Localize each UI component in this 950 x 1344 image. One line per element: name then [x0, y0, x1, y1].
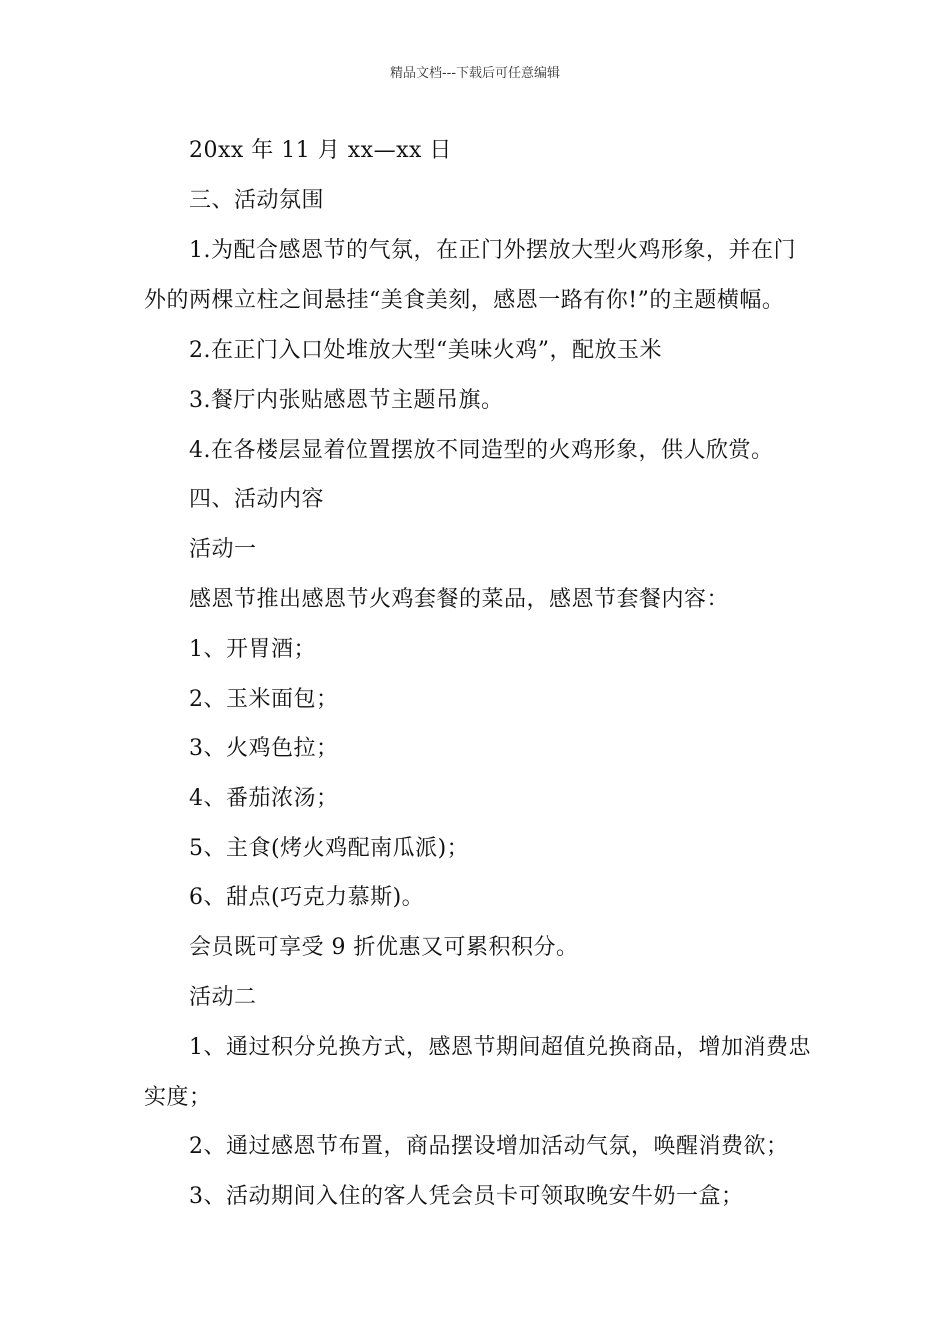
list-item: 5、主食(烤火鸡配南瓜派)； — [189, 836, 470, 861]
paragraph-line: 3.餐厅内张贴感恩节主题吊旗。 — [189, 388, 504, 413]
paragraph-line: 感恩节推出感恩节火鸡套餐的菜品，感恩节套餐内容： — [189, 587, 730, 612]
page-header: 精品文档---下载后可任意编辑 — [389, 66, 561, 81]
section-heading-content: 四、活动内容 — [189, 487, 325, 512]
date-line: 20xx 年 11 月 xx—xx 日 — [189, 138, 452, 163]
activity-heading: 活动一 — [189, 537, 257, 562]
list-item-continuation: 实度； — [144, 1085, 212, 1110]
list-item: 2、玉米面包； — [189, 687, 339, 712]
list-item: 2、通过感恩节布置，商品摆设增加活动气氛，唤醒消费欲； — [189, 1134, 789, 1159]
paragraph-line: 4.在各楼层显着位置摆放不同造型的火鸡形象，供人欣赏。 — [189, 438, 774, 463]
list-item: 1、开胃酒； — [189, 637, 316, 662]
list-item: 6、甜点(巧克力慕斯)。 — [189, 885, 425, 910]
paragraph-line: 1.为配合感恩节的气氛，在正门外摆放大型火鸡形象，并在门 — [189, 238, 796, 263]
paragraph-line: 2.在正门入口处堆放大型“美味火鸡”，配放玉米 — [189, 338, 662, 363]
activity-heading: 活动二 — [189, 985, 257, 1010]
paragraph-line: 外的两棵立柱之间悬挂“美食美刻，感恩一路有你!”的主题横幅。 — [144, 288, 785, 313]
paragraph-line: 会员既可享受 9 折优惠又可累积积分。 — [189, 935, 579, 960]
section-heading-atmosphere: 三、活动氛围 — [189, 188, 325, 213]
list-item: 4、番茄浓汤； — [189, 786, 339, 811]
list-item: 3、活动期间入住的客人凭会员卡可领取晚安牛奶一盒； — [189, 1184, 744, 1209]
list-item: 3、火鸡色拉； — [189, 736, 339, 761]
list-item: 1、通过积分兑换方式，感恩节期间超值兑换商品，增加消费忠 — [189, 1035, 811, 1060]
